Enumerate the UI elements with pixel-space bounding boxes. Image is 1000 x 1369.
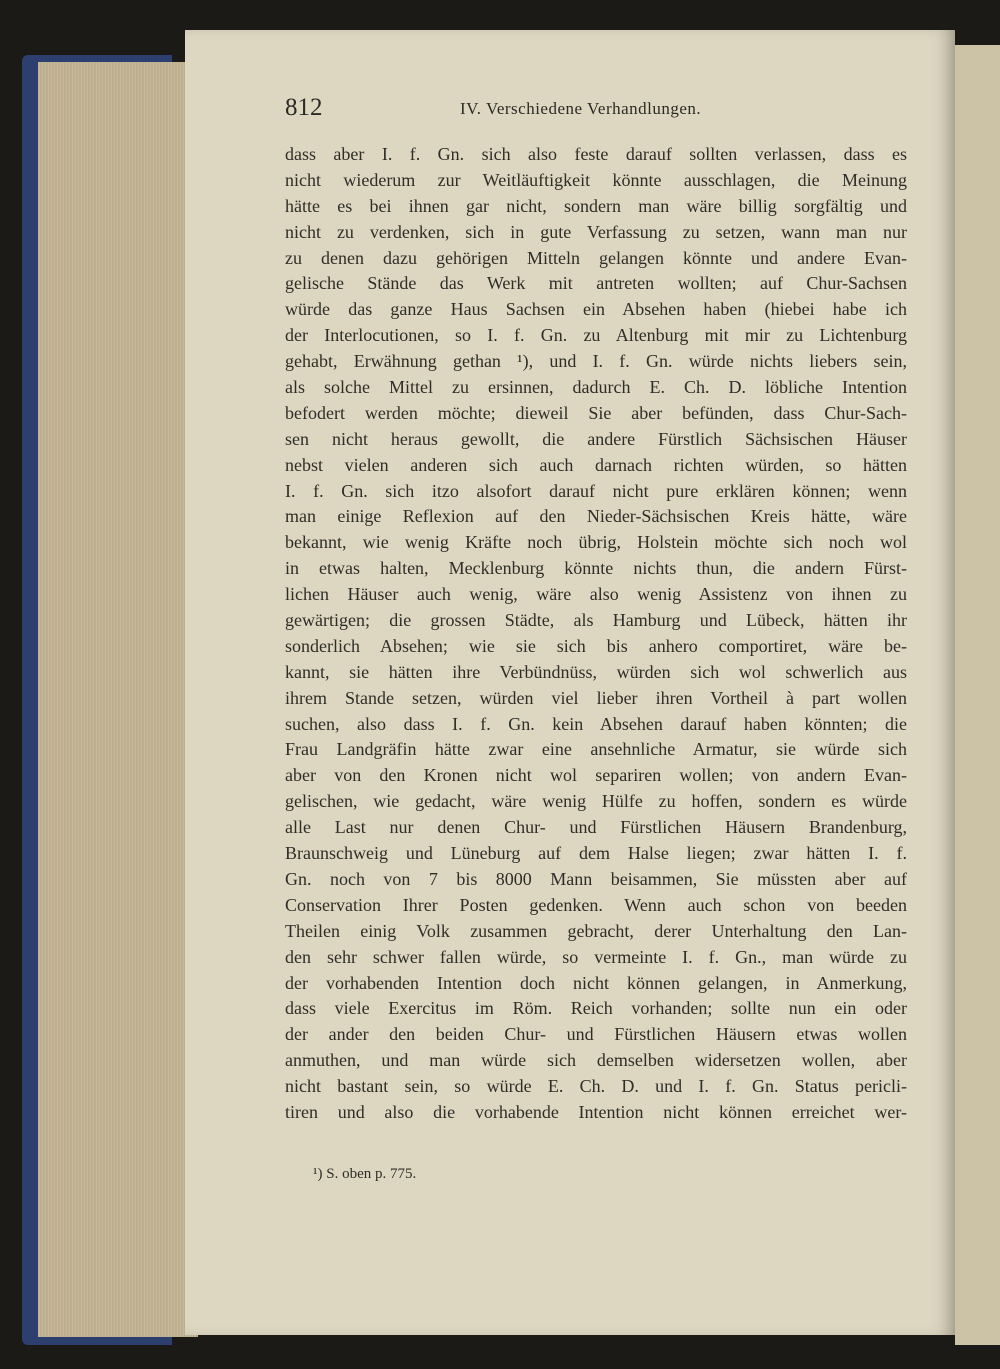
text-line: gelische Stände das Werk mit antreten wollten; auf Chur-Sachsen	[285, 273, 907, 294]
text-line: nebst vielen anderen sich auch darnach richten würden, so hätten	[285, 454, 907, 475]
footnote: ¹) S. oben p. 775.	[313, 1166, 417, 1182]
text-line: Frau Landgräfin hätte zwar eine ansehnliche Armatur, sie würde sich	[285, 739, 907, 760]
text-line: dass aber I. f. Gn. sich also feste darauf sollten verlassen, dass es	[285, 144, 907, 164]
text-line: Braunschweig und Lüneburg auf dem Halse liegen; zwar hätten I. f.	[285, 843, 907, 864]
text-line: der ander den beiden Chur- und Fürstlichen Häusern etwas wollen	[285, 1024, 907, 1045]
page-header	[285, 94, 905, 124]
text-line: bekannt, wie wenig Kräfte noch übrig, Holstein möchte sich noch wol	[285, 532, 907, 553]
text-line: aber von den Kronen nicht wol separiren wollen; von andern Evan-	[285, 765, 907, 786]
text-line: der vorhabenden Intention doch nicht können gelangen, in Anmerkung,	[285, 972, 907, 993]
text-line: kannt, sie hätten ihre Verbündnüss, würden sich wol schwerlich aus	[285, 661, 907, 682]
text-line: in etwas halten, Mecklenburg könnte nichts thun, die andern Fürst-	[285, 558, 907, 579]
text-line: hätte es bei ihnen gar nicht, sondern man wäre billig sorgfältig und	[285, 195, 907, 216]
text-line: I. f. Gn. sich itzo alsofort darauf nicht pure erklären können; wenn	[285, 480, 907, 501]
text-line: anmuthen, und man würde sich demselben widersetzen wollen, aber	[285, 1050, 907, 1071]
text-line: suchen, also dass I. f. Gn. kein Absehen darauf haben könnten; die	[285, 713, 907, 734]
text-line: lichen Häuser auch wenig, wäre also wenig Assistenz von ihnen zu	[285, 584, 907, 605]
text-line: den sehr schwer fallen würde, so vermeinte I. f. Gn., man würde zu	[285, 946, 907, 967]
text-line: gelischen, wie gedacht, wäre wenig Hülfe zu hoffen, sondern es würde	[285, 791, 907, 812]
text-line: ihrem Stande setzen, würden viel lieber ihren Vortheil à part wollen	[285, 687, 907, 708]
text-line: man einige Reflexion auf den Nieder-Sächsischen Kreis hätte, wäre	[285, 506, 907, 527]
text-line: dass viele Exercitus im Röm. Reich vorhanden; sollte nun ein oder	[285, 998, 907, 1019]
text-line: nicht zu verdenken, sich in gute Verfassung zu setzen, wann man nur	[285, 221, 907, 242]
running-head: IV. Verschiedene Verhandlungen.	[460, 99, 702, 118]
text-line: der Interlocutionen, so I. f. Gn. zu Altenburg mit mir zu Lichtenburg	[285, 325, 907, 346]
page-number: 812	[285, 94, 323, 121]
text-line: sonderlich Absehen; wie sie sich bis anhero comportiret, wäre be-	[285, 635, 907, 656]
text-line: Gn. noch von 7 bis 8000 Mann beisammen, Sie müssten aber auf	[285, 868, 907, 889]
text-line: als solche Mittel zu ersinnen, dadurch E. Ch. D. löbliche Intention	[285, 377, 907, 398]
text-line: Conservation Ihrer Posten gedenken. Wenn auch schon von beeden	[285, 894, 907, 915]
text-line: würde das ganze Haus Sachsen ein Absehen haben (hiebei habe ich	[285, 299, 907, 320]
text-line: zu denen dazu gehörigen Mitteln gelangen könnte und andere Evan-	[285, 247, 907, 268]
facing-page-edge	[955, 45, 1000, 1345]
text-line: sen nicht heraus gewollt, die andere Fürstlich Sächsischen Häuser	[285, 428, 907, 449]
text-line: nicht bastant sein, so würde E. Ch. D. und I. f. Gn. Status pericli-	[285, 1076, 907, 1097]
text-line: befodert werden möchte; dieweil Sie aber befünden, dass Chur-Sach-	[285, 402, 907, 423]
text-line: gehabt, Erwähnung gethan ¹), und I. f. Gn. würde nichts liebers sein,	[285, 351, 907, 372]
text-line: nicht wiederum zur Weitläuftigkeit könnte ausschlagen, die Meinung	[285, 169, 907, 190]
text-line: alle Last nur denen Chur- und Fürstlichen Häusern Brandenburg,	[285, 817, 907, 838]
page-edges	[38, 62, 198, 1337]
body-text	[285, 142, 907, 1126]
text-line: gewärtigen; die grossen Städte, als Hamburg und Lübeck, hätten ihr	[285, 610, 907, 631]
text-line: tiren und also die vorhabende Intention nicht können erreichet wer-	[285, 1101, 907, 1122]
text-line: Theilen einig Volk zusammen gebracht, derer Unterhaltung den Lan-	[285, 920, 907, 941]
book-page	[185, 30, 955, 1335]
